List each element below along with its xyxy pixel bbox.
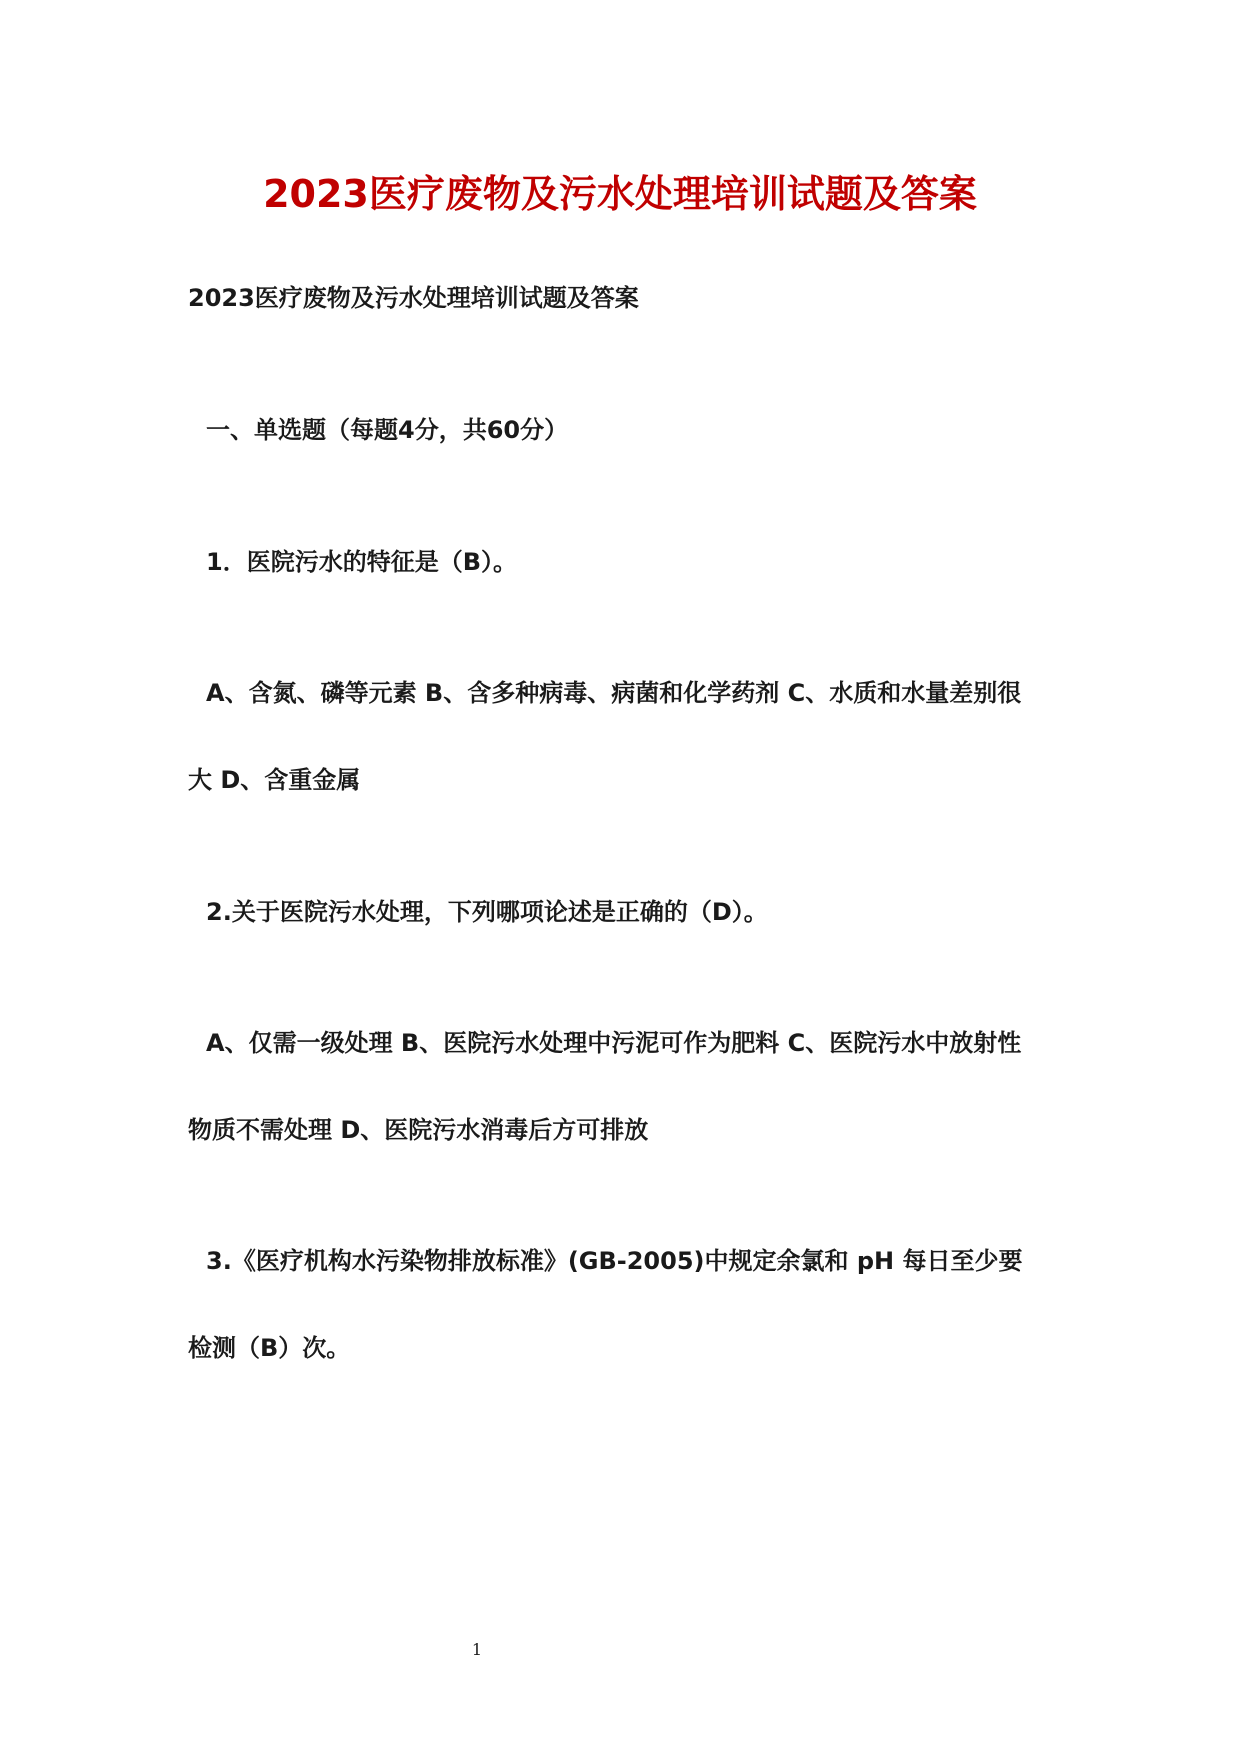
page-number: 1 — [471, 1640, 483, 1659]
question-3-stem-line-2: 检测（B）次。 — [188, 1334, 351, 1362]
question-2-stem: 2.关于医院污水处理，下列哪项论述是正确的（D）。 — [206, 898, 768, 926]
question-1-stem: 1．医院污水的特征是（B）。 — [206, 548, 517, 576]
section-heading: 一、单选题（每题4分，共60分） — [206, 416, 569, 444]
document-subtitle: 2023医疗废物及污水处理培训试题及答案 — [188, 284, 639, 312]
question-1-options-line-2: 大 D、含重金属 — [188, 766, 361, 794]
page-title: 2023医疗废物及污水处理培训试题及答案 — [263, 172, 977, 216]
question-2-options-line-1: A、仅需一级处理 B、医院污水处理中污泥可作为肥料 C、医院污水中放射性 — [206, 1029, 1022, 1057]
question-2-options-line-2: 物质不需处理 D、医院污水消毒后方可排放 — [188, 1116, 649, 1144]
question-3-stem-line-1: 3.《医疗机构水污染物排放标准》(GB-2005)中规定余氯和 pH 每日至少要 — [206, 1247, 1023, 1275]
question-1-options-line-1: A、含氮、磷等元素 B、含多种病毒、病菌和化学药剂 C、水质和水量差别很 — [206, 679, 1022, 707]
